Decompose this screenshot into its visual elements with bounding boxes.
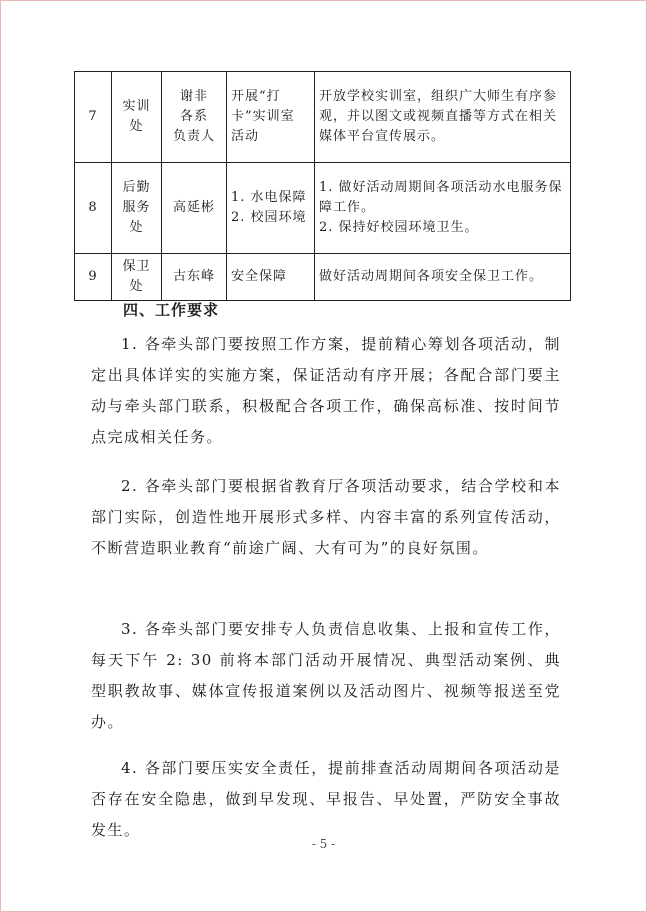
department-cell: 实训 处 [112,72,162,163]
department-cell: 保卫 处 [112,254,162,301]
responsible-person-cell: 古东峰 [162,254,227,301]
work-item-cell: 安全保障 [227,254,315,301]
work-item-cell: 1. 水电保障 2. 校园环境 [227,163,315,254]
department-cell: 后勤 服务 处 [112,163,162,254]
requirement-paragraph-3: 3. 各牵头部门要安排专人负责信息收集、上报和宣传工作，每天下午 2: 30 前将本部门活动开展情况、典型活动案例、典型职教故事、媒体宣传报道案例以及活动图片、视频等报送至党办。 [91,620,561,731]
work-content-cell: 开放学校实训室，组织广大师生有序参观，并以图文或视频直播等方式在相关媒体平台宣传展示。 [315,72,571,163]
row-number: 8 [75,163,112,254]
work-item-cell: 开展“打 卡”实训室 活动 [227,72,315,163]
section-heading: 四、工作要求 [123,301,220,319]
responsible-person-cell: 高延彬 [162,163,227,254]
task-table [74,71,571,301]
work-content-cell: 1. 做好活动周期间各项活动水电服务保障工作。 2. 保持好校园环境卫生。 [315,163,571,254]
work-content-cell: 做好活动周期间各项安全保卫工作。 [315,254,571,301]
requirement-paragraph-4: 4. 各部门要压实安全责任，提前排查活动周期间各项活动是否存在安全隐患，做到早发现、早报告、早处置，严防安全事故发生。 [91,759,561,839]
page-number: - 5 - [311,837,336,851]
responsible-person-cell: 谢非 各系 负责人 [162,72,227,163]
row-number: 7 [75,72,112,163]
requirement-paragraph-1: 1. 各牵头部门要按照工作方案，提前精心筹划各项活动，制定出具体详实的实施方案，保证活动有序开展；各配合部门要主动与牵头部门联系，积极配合各项工作，确保高标准、按时间节点完成相关任务。 [91,335,561,446]
table-row [75,163,571,254]
table-row [75,72,571,163]
row-number: 9 [75,254,112,301]
requirement-paragraph-2: 2. 各牵头部门要根据省教育厅各项活动要求，结合学校和本部门实际，创造性地开展形式多样、内容丰富的系列宣传活动，不断营造职业教育“前途广阔、大有可为”的良好氛围。 [91,477,561,557]
table-row [75,254,571,301]
